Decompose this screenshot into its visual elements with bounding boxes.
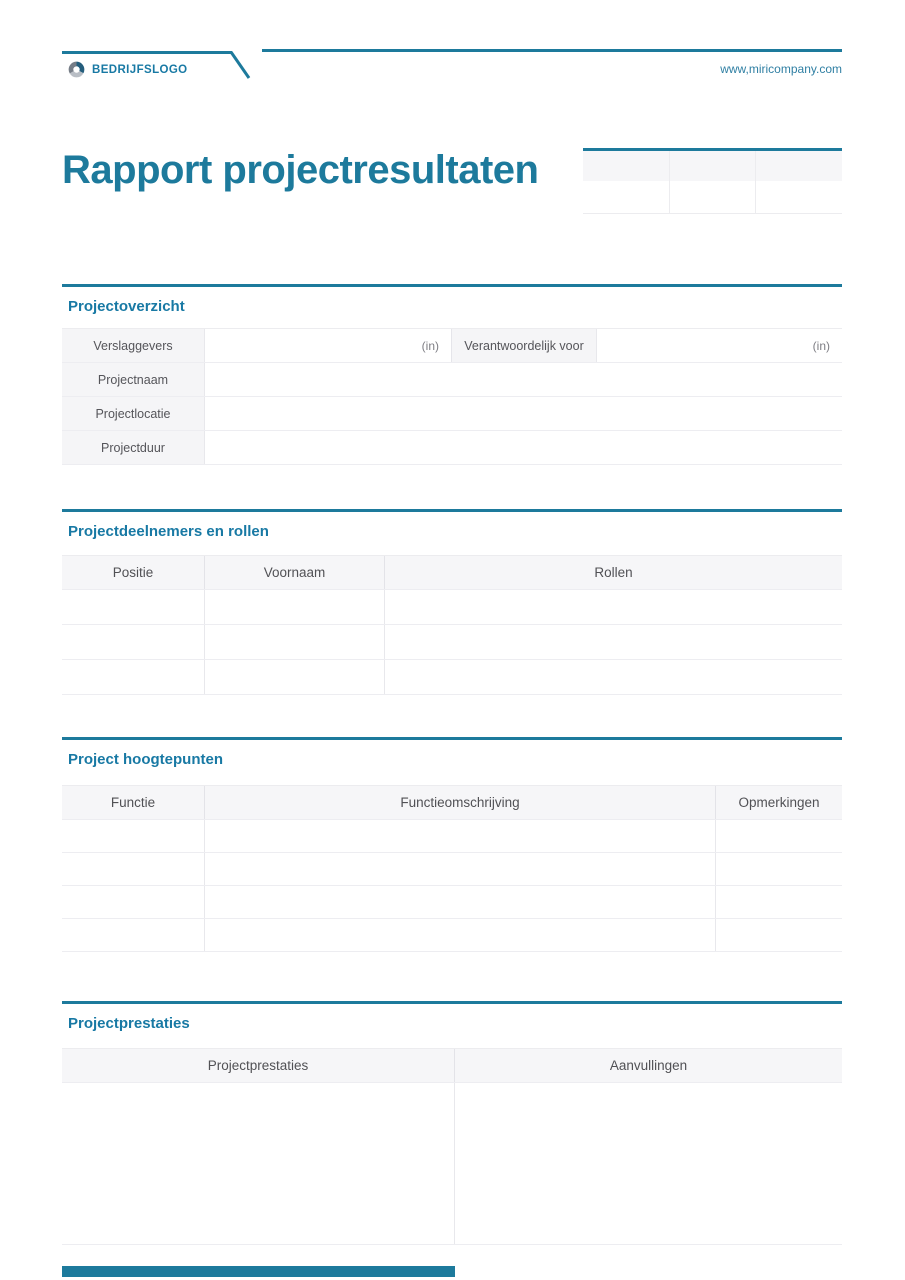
- performance-table: [62, 1048, 842, 1245]
- page-header: [62, 45, 842, 100]
- overview-table: [62, 328, 842, 465]
- column-header-opmerkingen: Opmerkingen: [738, 795, 820, 810]
- table-row: [62, 625, 842, 660]
- section-performance: [62, 1001, 842, 1245]
- mini-table-header-row: [583, 151, 842, 181]
- positie-field[interactable]: [62, 625, 205, 659]
- opmerkingen-field[interactable]: [716, 853, 842, 885]
- column-header-functieomschrijving: Functieomschrijving: [205, 786, 716, 819]
- table-row: [62, 431, 842, 465]
- table-row: [62, 853, 842, 886]
- logo-label: BEDRIJFSLOGO: [92, 63, 188, 76]
- section-heading: Projectdeelnemers en rollen: [68, 523, 269, 540]
- footer-accent-bar: [62, 1266, 455, 1277]
- positie-field[interactable]: [62, 590, 205, 624]
- table-header-row: [62, 556, 842, 590]
- participants-table: [62, 555, 842, 695]
- table-row: [62, 329, 842, 363]
- opmerkingen-field[interactable]: [716, 919, 842, 951]
- rollen-field[interactable]: [385, 625, 842, 659]
- mini-table-cell[interactable]: [583, 151, 670, 181]
- mini-table-cell[interactable]: [583, 181, 670, 213]
- mini-table-body-row: [583, 181, 842, 214]
- website-url: www,miricompany.com: [720, 62, 842, 76]
- table-header-row: [62, 1049, 842, 1083]
- column-header-positie: Positie: [62, 556, 205, 589]
- project-name-label: Projectnaam: [62, 363, 205, 396]
- column-header-aanvullingen: Aanvullingen: [609, 1058, 688, 1073]
- table-row: [62, 820, 842, 853]
- column-header-rollen: Rollen: [594, 565, 633, 580]
- functie-field[interactable]: [62, 820, 205, 852]
- table-row: [62, 397, 842, 431]
- mini-table-cell[interactable]: [756, 181, 842, 213]
- functie-field[interactable]: [62, 919, 205, 951]
- title-row: [62, 148, 842, 218]
- section-participants: [62, 509, 842, 695]
- functie-field[interactable]: [62, 853, 205, 885]
- section-rule: [62, 509, 842, 512]
- section-highlights: [62, 737, 842, 952]
- opmerkingen-field[interactable]: [716, 820, 842, 852]
- mini-table-cell[interactable]: [670, 151, 757, 181]
- voornaam-field[interactable]: [205, 625, 385, 659]
- reporters-label: Verslaggevers: [62, 329, 205, 362]
- highlights-table: [62, 785, 842, 952]
- functieomschrijving-field[interactable]: [205, 820, 716, 852]
- company-logo: [68, 61, 188, 78]
- rollen-field[interactable]: [385, 660, 842, 694]
- mini-table-cell[interactable]: [756, 151, 842, 181]
- section-heading: Projectprestaties: [68, 1015, 190, 1032]
- project-duration-field[interactable]: [205, 431, 842, 464]
- project-duration-label: Projectduur: [62, 431, 205, 464]
- project-location-field[interactable]: [205, 397, 842, 430]
- responsible-label: Verantwoordelijk voor: [452, 329, 597, 362]
- table-row: [62, 1083, 842, 1245]
- section-heading: Project hoogtepunten: [68, 751, 223, 768]
- voornaam-field[interactable]: [205, 660, 385, 694]
- page-title: Rapport projectresultaten: [62, 148, 539, 192]
- responsible-field[interactable]: (in): [812, 338, 830, 353]
- section-rule: [62, 1001, 842, 1004]
- functieomschrijving-field[interactable]: [205, 853, 716, 885]
- projectprestaties-field[interactable]: [62, 1083, 455, 1244]
- section-rule: [62, 284, 842, 287]
- table-row: [62, 590, 842, 625]
- functieomschrijving-field[interactable]: [205, 919, 716, 951]
- table-row: [62, 363, 842, 397]
- mini-table-cell[interactable]: [670, 181, 757, 213]
- table-row: [62, 886, 842, 919]
- column-header-projectprestaties: Projectprestaties: [62, 1049, 455, 1082]
- functieomschrijving-field[interactable]: [205, 886, 716, 918]
- reporters-field[interactable]: (in): [205, 329, 452, 362]
- section-project-overview: [62, 284, 842, 465]
- title-mini-table: [583, 148, 842, 214]
- functie-field[interactable]: [62, 886, 205, 918]
- column-header-functie: Functie: [62, 786, 205, 819]
- project-name-field[interactable]: [205, 363, 842, 396]
- column-header-voornaam: Voornaam: [205, 556, 385, 589]
- aanvullingen-field[interactable]: [455, 1083, 842, 1244]
- project-location-label: Projectlocatie: [62, 397, 205, 430]
- voornaam-field[interactable]: [205, 590, 385, 624]
- section-rule: [62, 737, 842, 740]
- swirl-logo-icon: [68, 61, 85, 78]
- opmerkingen-field[interactable]: [716, 886, 842, 918]
- rollen-field[interactable]: [385, 590, 842, 624]
- section-heading: Projectoverzicht: [68, 298, 185, 315]
- table-row: [62, 660, 842, 695]
- table-row: [62, 919, 842, 952]
- table-header-row: [62, 786, 842, 820]
- positie-field[interactable]: [62, 660, 205, 694]
